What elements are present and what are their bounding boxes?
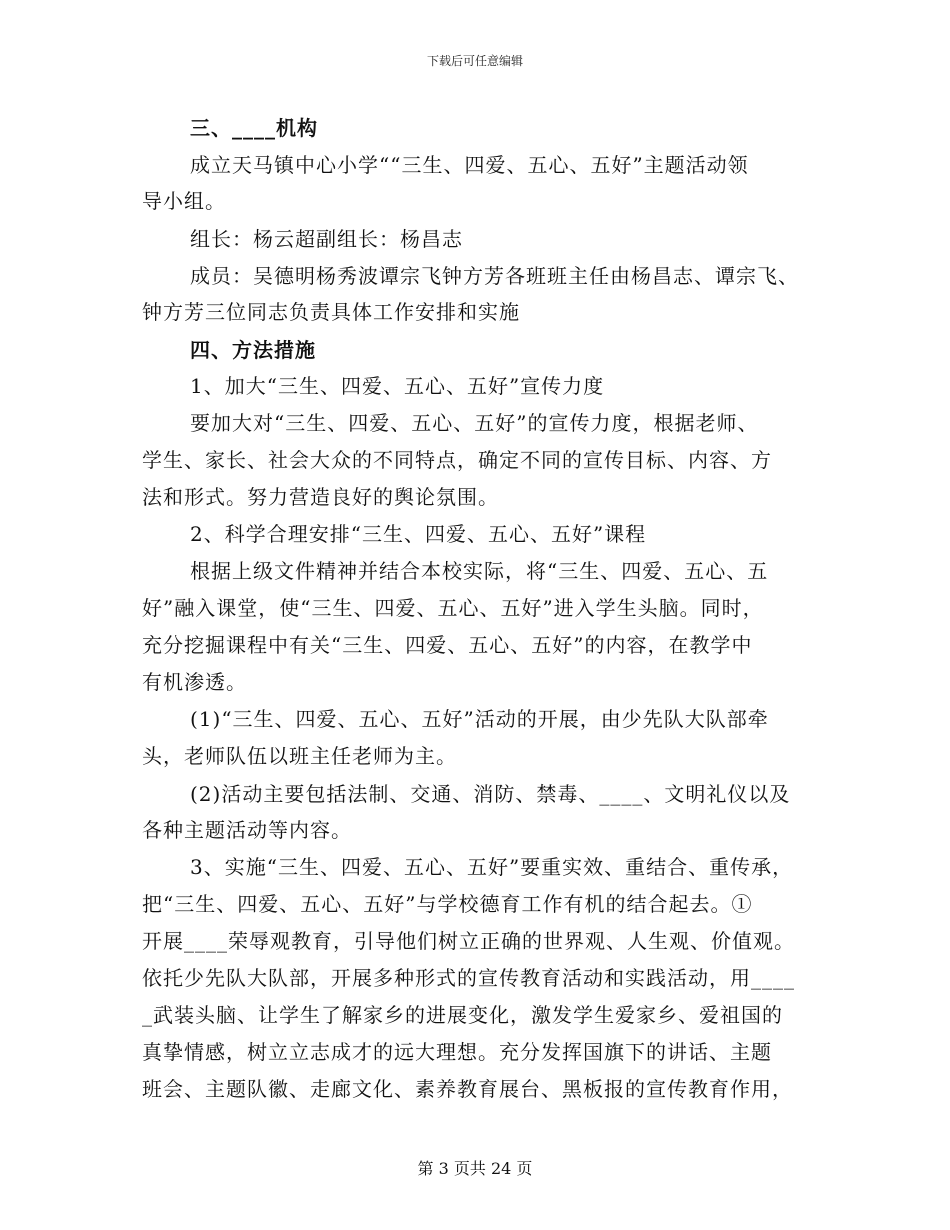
- paragraph-line: 组长：杨云超副组长：杨昌志: [190, 227, 463, 251]
- page-number-footer: 第 3 页共 24 页: [417, 1159, 533, 1178]
- page-header: 下载后可任意编辑: [426, 54, 523, 68]
- paragraph-line: 头，老师队伍以班主任老师为主。: [142, 744, 457, 768]
- paragraph-line: 导小组。: [142, 189, 226, 213]
- subheading-line: 3、实施“三生、四爱、五心、五好”要重实效、重结合、重传承，: [190, 855, 794, 879]
- paragraph-line: 班会、主题队徽、走廊文化、素养教育展台、黑板报的宣传教育作用，: [142, 1077, 793, 1101]
- paragraph-line: 有机渗透。: [142, 670, 247, 694]
- paragraph-line: (2)活动主要包括法制、交通、消防、禁毒、____、文明礼仪以及: [190, 782, 791, 806]
- paragraph-line: 要加大对“三生、四爱、五心、五好”的宣传力度，根据老师、: [190, 411, 759, 435]
- paragraph-line: 各种主题活动等内容。: [142, 818, 352, 842]
- paragraph-line: 成立天马镇中心小学““三生、四爱、五心、五好”主题活动领: [190, 153, 749, 177]
- paragraph-line: 好”融入课堂，使“三生、四爱、五心、五好”进入学生头脑。同时，: [142, 596, 764, 620]
- section-heading-methods: 四、方法措施: [190, 338, 316, 362]
- paragraph-line: 成员：吴德明杨秀波谭宗飞钟方芳各班班主任由杨昌志、谭宗飞、: [190, 264, 799, 288]
- paragraph-line: 依托少先队大队部，开展多种形式的宣传教育活动和实践活动，用____: [142, 966, 795, 990]
- paragraph-line: (1)“三生、四爱、五心、五好”活动的开展，由少先队大队部牵: [190, 707, 769, 731]
- subheading-line: 2、科学合理安排“三生、四爱、五心、五好”课程: [190, 522, 647, 546]
- paragraph-line: 法和形式。努力营造良好的舆论氛围。: [142, 485, 499, 509]
- paragraph-line: 开展____荣辱观教育，引导他们树立正确的世界观、人生观、价值观。: [142, 929, 795, 953]
- paragraph-line: 把“三生、四爱、五心、五好”与学校德育工作有机的结合起去。①: [142, 892, 753, 916]
- paragraph-line: 学生、家长、社会大众的不同特点，确定不同的宣传目标、内容、方: [142, 448, 772, 472]
- paragraph-line: 真挚情感，树立立志成才的远大理想。充分发挥国旗下的讲话、主题: [142, 1040, 772, 1064]
- paragraph-line: 钟方芳三位同志负责具体工作安排和实施: [142, 300, 520, 324]
- paragraph-line: 充分挖掘课程中有关“三生、四爱、五心、五好”的内容，在教学中: [142, 633, 753, 657]
- paragraph-line: 根据上级文件精神并结合本校实际，将“三生、四爱、五心、五: [190, 559, 769, 583]
- paragraph-line: _武装头脑、让学生了解家乡的进展变化，激发学生爱家乡、爱祖国的: [142, 1003, 783, 1027]
- section-heading-organization: 三、____机构: [190, 116, 318, 140]
- subheading-line: 1、加大“三生、四爱、五心、五好”宣传力度: [190, 374, 605, 398]
